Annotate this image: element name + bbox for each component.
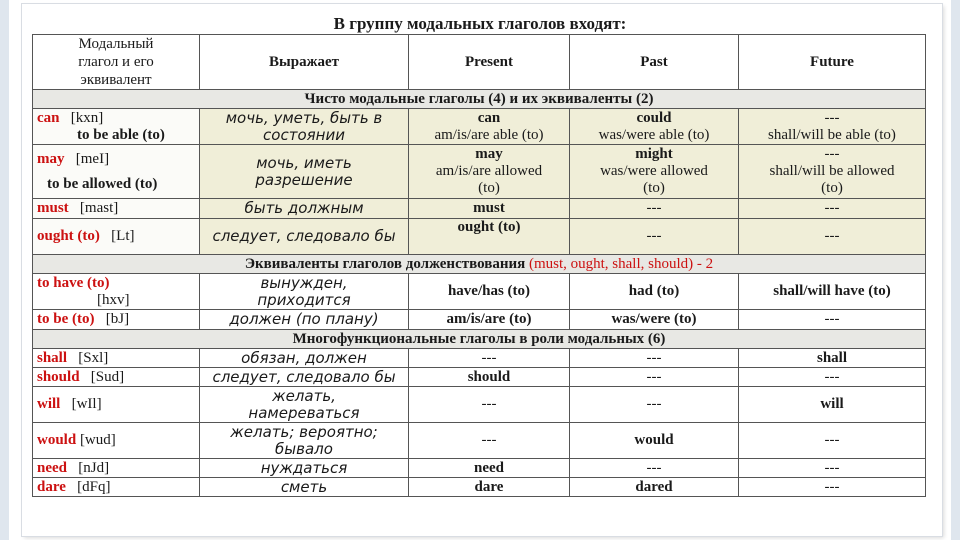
present-cell: have/has (to) [409, 274, 570, 310]
past-form: might [635, 146, 673, 162]
future-form: --- [824, 109, 840, 126]
present-form: may [475, 146, 503, 162]
equivalent: to be able (to) [77, 126, 165, 143]
verb-cell [33, 145, 200, 199]
transcription: [mast] [79, 200, 119, 216]
verb-name: will [37, 396, 61, 412]
past-cell: dared [570, 478, 739, 497]
transcription: [wud] [79, 432, 116, 448]
meaning-cell [200, 387, 409, 423]
header-verb-line: Модальный [78, 36, 154, 52]
future-cell: --- [739, 478, 926, 497]
present-cell: --- [409, 423, 570, 459]
header-meaning: Выражает [200, 35, 409, 90]
modal-verbs-table [32, 34, 926, 497]
past-cell: --- [570, 459, 739, 478]
table-row [33, 310, 926, 330]
verb-cell [33, 199, 200, 219]
verb-name: must [37, 200, 69, 216]
present-form: can [477, 109, 501, 126]
section-obligation-equivalents [33, 255, 926, 274]
past-cell: --- [570, 368, 739, 387]
present-cell [409, 145, 570, 199]
meaning-line: приходится [257, 290, 351, 309]
table-row [33, 274, 926, 310]
transcription: [Lt] [111, 228, 135, 244]
future-cell: --- [739, 310, 926, 330]
section-row [33, 255, 926, 274]
future-cell: --- [739, 459, 926, 478]
past-cell: --- [570, 199, 739, 219]
transcription: [nJd] [78, 459, 110, 476]
meaning-cell: следует, следовало бы [200, 368, 409, 387]
transcription: [wIl] [71, 396, 102, 412]
right-edge-bar [951, 0, 960, 540]
past-equiv: was/were allowed [600, 163, 708, 179]
verb-cell [33, 423, 200, 459]
present-cell: dare [409, 478, 570, 497]
transcription: [Sud] [90, 368, 125, 385]
meaning-cell: сметь [200, 478, 409, 497]
future-form: --- [824, 146, 840, 162]
future-cell [739, 145, 926, 199]
present-cell: ought (to) [409, 219, 570, 255]
present-cell: should [409, 368, 570, 387]
transcription: [bJ] [105, 311, 130, 327]
verb-name: need [37, 459, 67, 476]
verb-name: to be (to) [37, 311, 95, 327]
past-cell: was/were (to) [570, 310, 739, 330]
section-multifunctional: Многофункциональные глаголы в роли модальных (6) [33, 330, 926, 349]
table-row [33, 368, 926, 387]
meaning-line: вынужден, [260, 273, 348, 292]
past-cell [570, 145, 739, 199]
table-row [33, 423, 926, 459]
meaning-cell: обязан, должен [200, 349, 409, 368]
transcription: [meI] [75, 150, 110, 167]
section-row [33, 90, 926, 109]
table-row [33, 478, 926, 497]
verb-name: may [37, 150, 65, 167]
verb-name: should [37, 368, 80, 385]
meaning-cell: должен (по плану) [200, 310, 409, 330]
present-equiv: am/is/are allowed [435, 163, 543, 179]
past-equiv: (to) [643, 180, 665, 196]
meaning-cell: быть должным [200, 199, 409, 219]
header-verb [33, 35, 200, 90]
meaning-line: разрешение [255, 170, 353, 189]
past-form: could [636, 109, 672, 126]
past-cell [570, 109, 739, 145]
header-verb-line: эквивалент [80, 72, 152, 88]
present-cell: --- [409, 387, 570, 423]
future-cell: --- [739, 219, 926, 255]
table-row [33, 219, 926, 255]
meaning-line: состоянии [263, 125, 345, 144]
meaning-line: желать, [272, 386, 336, 405]
left-edge-bar [0, 0, 9, 540]
section-pure-modals: Чисто модальные глаголы (4) и их эквиваленты (2) [33, 90, 926, 109]
verb-cell [33, 459, 200, 478]
meaning-cell: нуждаться [200, 459, 409, 478]
verb-cell [33, 274, 200, 310]
transcription: [dFq] [77, 478, 111, 495]
future-cell: --- [739, 368, 926, 387]
past-equiv: was/were able (to) [598, 126, 710, 143]
present-equiv: am/is/are able (to) [434, 126, 544, 143]
verb-cell [33, 310, 200, 330]
meaning-line: желать; вероятно; [230, 422, 378, 441]
past-cell: --- [570, 219, 739, 255]
meaning-line: мочь, уметь, быть в [225, 108, 383, 127]
future-equiv: shall/will be allowed [769, 163, 895, 179]
section-row [33, 330, 926, 349]
section-subtitle: (must, ought, shall, should) - 2 [528, 255, 714, 272]
verb-cell [33, 387, 200, 423]
section-title: Эквиваленты глаголов долженствования [244, 255, 526, 272]
meaning-line: мочь, иметь [256, 153, 352, 172]
meaning-cell [200, 274, 409, 310]
table-row [33, 349, 926, 368]
equivalent: to be allowed (to) [47, 175, 158, 192]
future-cell: shall [739, 349, 926, 368]
verb-name: can [37, 109, 60, 126]
present-equiv: (to) [478, 180, 500, 196]
table-row [33, 199, 926, 219]
past-cell: --- [570, 387, 739, 423]
table-row [33, 145, 926, 199]
verb-cell [33, 368, 200, 387]
transcription: [hxv] [97, 291, 130, 308]
verb-name: dare [37, 478, 66, 495]
page-title: В группу модальных глаголов входят: [333, 14, 627, 33]
table-row [33, 109, 926, 145]
meaning-cell [200, 423, 409, 459]
meaning-cell: следует, следовало бы [200, 219, 409, 255]
past-cell: --- [570, 349, 739, 368]
meaning-cell [200, 145, 409, 199]
header-present: Present [409, 35, 570, 90]
verb-cell [33, 219, 200, 255]
future-cell: shall/will have (to) [739, 274, 926, 310]
verb-name: shall [37, 349, 68, 366]
header-future: Future [739, 35, 926, 90]
past-cell: would [570, 423, 739, 459]
table-header-row [33, 35, 926, 90]
present-cell: am/is/are (to) [409, 310, 570, 330]
present-cell: need [409, 459, 570, 478]
verb-cell [33, 478, 200, 497]
future-cell: --- [739, 423, 926, 459]
header-past: Past [570, 35, 739, 90]
present-cell [409, 109, 570, 145]
verb-cell [33, 349, 200, 368]
meaning-line: намереваться [248, 403, 360, 422]
present-cell: must [409, 199, 570, 219]
verb-name: ought (to) [37, 228, 100, 244]
table-row [33, 459, 926, 478]
future-cell: will [739, 387, 926, 423]
meaning-cell [200, 109, 409, 145]
verb-name: to have (to) [37, 274, 110, 291]
header-verb-line: глагол и его [78, 54, 154, 70]
future-equiv: shall/will be able (to) [768, 126, 896, 143]
future-cell: --- [739, 199, 926, 219]
future-cell [739, 109, 926, 145]
verb-cell [33, 109, 200, 145]
meaning-line: бывало [275, 439, 333, 458]
future-equiv: (to) [821, 180, 843, 196]
present-cell: --- [409, 349, 570, 368]
table-row [33, 387, 926, 423]
verb-name: would [37, 432, 77, 448]
past-cell: had (to) [570, 274, 739, 310]
transcription: [Sxl] [78, 349, 109, 366]
transcription: [kxn] [70, 109, 104, 126]
